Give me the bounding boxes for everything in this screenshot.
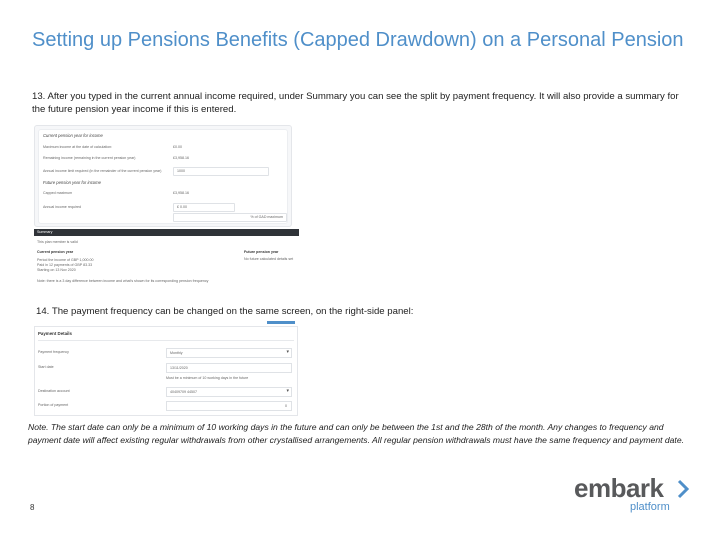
summary-line: Paid in 12 payments of GBP 83.33: [37, 263, 93, 267]
annual-income-input[interactable]: 1000: [173, 167, 269, 176]
row-label: Maximum income at the date of calculation:: [43, 145, 113, 149]
row-value: £3,958.16: [173, 156, 189, 160]
summary-sub: This plan member is valid: [37, 240, 78, 244]
row-label: Destination account: [38, 389, 70, 393]
summary-line: Period the income of GBP 1,000.00: [37, 258, 94, 262]
section-future-year: Future pension year for income: [43, 180, 101, 185]
future-income-input[interactable]: £ 0.00: [173, 203, 235, 212]
summary-label: Summary: [37, 230, 53, 234]
section-current-year: Current pension year for income: [43, 133, 103, 138]
chevron-down-icon: ▾: [286, 349, 289, 355]
page-number: 8: [30, 503, 35, 512]
start-date-hint: Must be a minimum of 10 working days in the future: [166, 376, 249, 380]
income-settings-card: [38, 129, 288, 224]
row-label: Remaining income (remaining in the current pension year): [43, 156, 136, 160]
portion-of-payment-input[interactable]: 0: [166, 401, 292, 411]
panel-tab-indicator: [267, 321, 295, 324]
row-label: Portion of payment: [38, 403, 69, 407]
row-label: Start date: [38, 365, 54, 369]
summary-bar: [34, 229, 299, 236]
frequency-percent-input[interactable]: % of GAD maximum: [173, 213, 287, 222]
future-year-heading: Future pension year: [244, 250, 279, 254]
payment-details-heading: Payment Details: [38, 331, 72, 336]
summary-footnote: Note: there is a 3 day difference between income and what's shown for its corresponding pension frequency: [37, 279, 209, 283]
future-year-text: No future calculated details set: [244, 257, 294, 261]
start-date-input[interactable]: 13/11/2020: [166, 363, 292, 373]
row-label: Capped maximum: [43, 191, 73, 195]
payment-frequency-select[interactable]: Monthly ▾: [166, 348, 292, 358]
summary-panel: [34, 236, 299, 290]
summary-line: Starting on 13 Nov 2020: [37, 268, 76, 272]
row-label: Annual income limit required (in the remainder of the current pension year): [43, 169, 162, 173]
destination-account-select[interactable]: 40409709 44507 ▾: [166, 387, 292, 397]
chevron-right-icon: [676, 478, 690, 500]
page-title: Setting up Pensions Benefits (Capped Drawdown) on a Personal Pension: [32, 29, 684, 51]
row-label: Payment frequency: [38, 350, 69, 354]
step-14-text: 14. The payment frequency can be changed on the same screen, on the right-side panel:: [36, 306, 414, 317]
payment-details-screenshot: [34, 326, 298, 416]
note-text: Note. The start date can only be a minimum of 10 working days in the future and can only be between the 1st and the 28th of the month. Any changes to frequency and payment date will affect existing regular withdrawals from other crystallised arrangements. All regular pension withdrawals must have the same frequency and payment date.: [28, 422, 684, 445]
row-value: £0.00: [173, 145, 182, 149]
income-settings-screenshot: [34, 125, 292, 227]
row-value: £3,958.16: [173, 191, 189, 195]
logo-wordmark: embark: [574, 473, 664, 503]
step-13-text: 13. After you typed in the current annual income required, under Summary you can see the split by payment frequency. It will also provide a summary for the future pension year income if this is entered.: [32, 91, 679, 115]
embark-platform-logo: [574, 474, 694, 518]
logo-subtitle: platform: [630, 501, 670, 513]
chevron-down-icon: ▾: [286, 388, 289, 394]
row-label: Annual income required: [43, 205, 81, 209]
current-year-heading: Current pension year: [37, 250, 74, 254]
